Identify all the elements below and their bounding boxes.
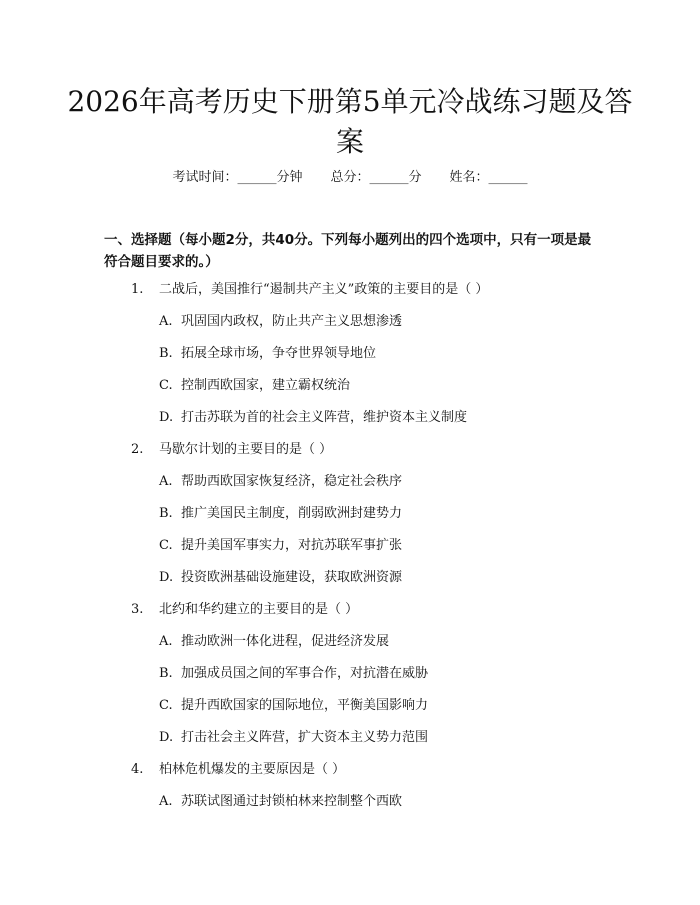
answer-option xyxy=(0,471,700,503)
exam-info-line xyxy=(0,168,700,188)
question-stem xyxy=(0,279,700,311)
question-item xyxy=(0,439,700,599)
question-stem xyxy=(0,759,700,791)
option-letter: D. xyxy=(159,730,174,745)
answer-option xyxy=(0,311,700,343)
answer-option xyxy=(0,535,700,567)
option-text: 帮助西欧国家恢复经济，稳定社会秩序 xyxy=(181,474,403,489)
section-heading: 一、选择题（每小题2分，共40分。下列每小题列出的四个选项中，只有一项是最符合题目要求的。） xyxy=(104,232,592,270)
option-list xyxy=(0,311,700,439)
option-letter: A. xyxy=(159,794,173,809)
answer-option xyxy=(0,407,700,439)
option-list xyxy=(0,791,700,823)
option-text: 控制西欧国家，建立霸权统治 xyxy=(181,378,351,393)
option-letter: A. xyxy=(159,314,173,329)
option-list xyxy=(0,631,700,759)
option-text: 推动欧洲一体化进程，促进经济发展 xyxy=(181,634,390,649)
question-stem xyxy=(0,439,700,471)
option-letter: C. xyxy=(159,698,173,713)
question-stem xyxy=(0,599,700,631)
question-text: 柏林危机爆发的主要原因是（ ） xyxy=(159,762,346,777)
option-list xyxy=(0,471,700,599)
question-number: 4. xyxy=(131,762,144,777)
option-letter: A. xyxy=(159,474,173,489)
option-letter: C. xyxy=(159,378,173,393)
option-text: 提升西欧国家的国际地位，平衡美国影响力 xyxy=(181,698,429,713)
answer-option xyxy=(0,375,700,407)
option-text: 投资欧洲基础设施建设，获取欧洲资源 xyxy=(181,570,403,585)
option-letter: B. xyxy=(159,346,173,361)
option-text: 巩固国内政权，防止共产主义思想渗透 xyxy=(181,314,403,329)
option-letter: B. xyxy=(159,666,173,681)
option-letter: A. xyxy=(159,634,173,649)
question-number: 1. xyxy=(131,282,144,297)
option-text: 苏联试图通过封锁柏林来控制整个西欧 xyxy=(181,794,403,809)
question-text: 二战后，美国推行“遏制共产主义”政策的主要目的是（ ） xyxy=(159,282,489,297)
question-number: 3. xyxy=(131,602,144,617)
answer-option xyxy=(0,695,700,727)
answer-option xyxy=(0,631,700,663)
option-text: 加强成员国之间的军事合作，对抗潜在威胁 xyxy=(181,666,429,681)
question-list xyxy=(0,279,700,823)
option-letter: C. xyxy=(159,538,173,553)
answer-option xyxy=(0,343,700,375)
answer-option xyxy=(0,567,700,599)
option-text: 打击社会主义阵营，扩大资本主义势力范围 xyxy=(181,730,429,745)
question-text: 北约和华约建立的主要目的是（ ） xyxy=(159,602,359,617)
option-letter: B. xyxy=(159,506,173,521)
answer-option xyxy=(0,503,700,535)
exam-time-field: 考试时间：______分钟 xyxy=(172,170,303,185)
student-name-field: 姓名：______ xyxy=(449,170,528,185)
answer-option xyxy=(0,727,700,759)
option-letter: D. xyxy=(159,410,174,425)
question-item xyxy=(0,759,700,823)
question-text: 马歇尔计划的主要目的是（ ） xyxy=(159,442,333,457)
answer-option xyxy=(0,791,700,823)
option-text: 拓展全球市场，争夺世界领导地位 xyxy=(181,346,377,361)
option-text: 推广美国民主制度，削弱欧洲封建势力 xyxy=(181,506,403,521)
option-text: 提升美国军事实力，对抗苏联军事扩张 xyxy=(181,538,403,553)
answer-option xyxy=(0,663,700,695)
question-item xyxy=(0,279,700,439)
question-number: 2. xyxy=(131,442,144,457)
total-score-field: 总分：______分 xyxy=(330,170,422,185)
question-item xyxy=(0,599,700,759)
option-letter: D. xyxy=(159,570,174,585)
document-title: 2026年高考历史下册第5单元冷战练习题及答案 xyxy=(67,85,633,158)
option-text: 打击苏联为首的社会主义阵营，维护资本主义制度 xyxy=(181,410,468,425)
